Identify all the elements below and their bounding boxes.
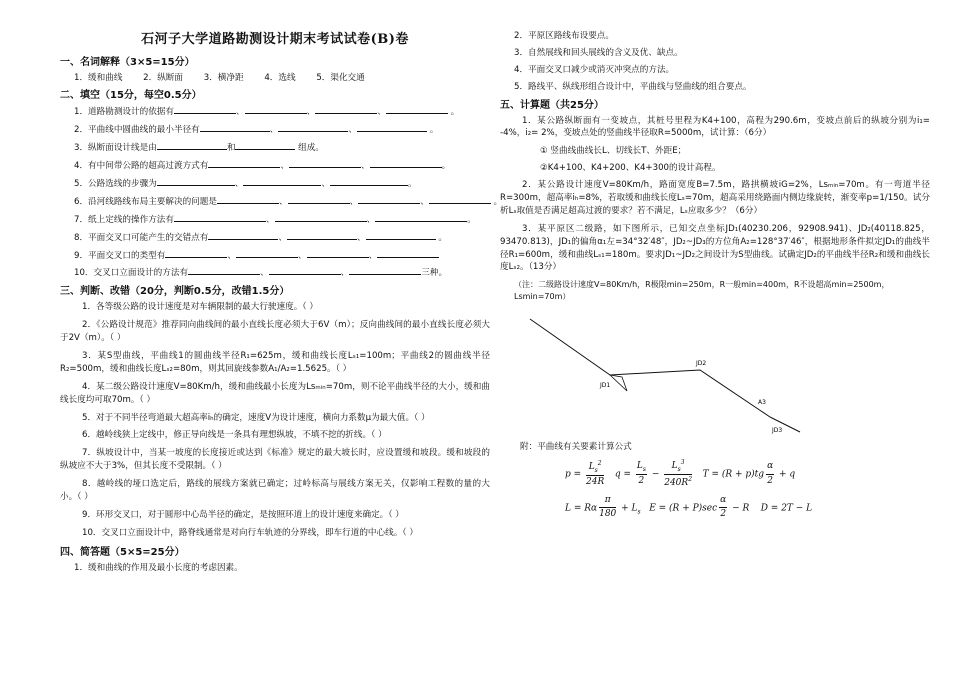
formula-title: 附：平曲线有关要素计算公式 bbox=[520, 442, 632, 453]
fill-item: 10．交叉口立面设计的方法有 、 、 三种。 bbox=[74, 268, 448, 279]
judge-item: 4．某二级公路设计速度V=80Km/h，缓和曲线最小长度为Lsₘᵢₙ=70m，则不论平曲线半径的大小，缓和曲线长度均可取70m。（ ） bbox=[60, 381, 490, 405]
section3-heading: 三、判断、改错（20分，判断0.5分，改错1.5分） bbox=[60, 286, 290, 298]
fill-item: 1．道路勘测设计的依据有 、 、 、 。 bbox=[74, 107, 460, 118]
formula-line-1: p = $\frac{L_s^2}{24R}$ q = $\frac{L_s}{2}$ − $\frac{L_s^3}{240R^2}$ T = (R + p)tg $\frac{\alpha}{2}$ + q bbox=[565, 459, 796, 489]
fill-item: 2．平曲线中圆曲线的最小半径有 、 、 。 bbox=[74, 125, 439, 136]
fill-item: 3．纵断面设计线是由 和 组成。 bbox=[74, 143, 324, 154]
jd1-label: JD1 bbox=[600, 382, 611, 390]
term-list bbox=[60, 72, 490, 85]
term-item: 5．渠化交通 bbox=[316, 72, 365, 83]
fill-item: 8．平面交叉口可能产生的交错点有 、 、 。 bbox=[74, 232, 447, 243]
fill-item: 6．沿河线路线布局主要解决的问题是 、 、 、 。 bbox=[74, 196, 503, 207]
calc-q1-part-b: ②K4+100、K4+200、K4+300的设计高程。 bbox=[540, 163, 721, 174]
calc-q1-part-a: ① 竖曲线曲线长L、切线长T、外距E； bbox=[540, 146, 687, 157]
judge-item: 3．某S型曲线，平曲线1的圆曲线半径R₁=625m，缓和曲线长度Lₛ₁=100m；平曲线2的圆曲线半径R₂=500m，缓和曲线长度Lₛ₂=80m，则其回旋线参数A₁/A₂=1.5625。（ ） bbox=[60, 350, 490, 374]
calc-q2: 2．某公路设计速度V=80Km/h，路面宽度B=7.5m，路拱横坡iG=2%，Lsₘᵢₙ=70m。有一弯道半径R=300m，超高率iₕ=8%，若取缓和曲线长度Lₛ=70m，超高采用绕路面内侧边缘旋转，渐变率p=1/150。试分析Lₛ取值是否满足超高过渡的要求？若不满足，Lₛ应取多少？（6分） bbox=[500, 180, 930, 216]
jd3-label: JD3 bbox=[772, 427, 783, 435]
section4-heading: 四、简答题（5×5=25分） bbox=[60, 546, 185, 558]
judge-item: 10．交叉口立面设计中，路脊线通常是对向行车轨迹的分界线，即车行道的中心线。（ ） bbox=[82, 527, 418, 538]
calc-q3: 3．某平原区二级路，如下图所示，已知交点坐标JD₁(40230.206，92908.941)、JD₂(40118.825，93470.813)，JD₁的偏角α₁左=34°32′48″，JD₂~JD₃的方位角A₂=128°37′46″，根据地形条件拟定JD₁的曲线半径R₁=600m，缓和曲线Lₛ₁=180m。要求JD₁~JD₂之间设计为S型曲线。试确定JD₂的平曲线半径R₂和缓和曲线长度Lₛ₂。（13分） bbox=[500, 223, 930, 273]
exam-title: 石河子大学道路勘测设计期末考试试卷(B)卷 bbox=[141, 32, 409, 47]
fill-item: 9．平面交叉口的类型有 、 、 、 bbox=[74, 249, 490, 263]
judge-item: 1．各等级公路的设计速度是对车辆限制的最大行驶速度。（ ） bbox=[82, 302, 318, 313]
fill-item: 4．有中间带公路的超高过渡方式有 、 、 。 bbox=[74, 161, 451, 172]
route-line bbox=[530, 319, 770, 417]
right-column bbox=[500, 30, 930, 522]
judge-item: 7．纵坡设计中，当某一坡度的长度接近或达到《标准》规定的最大坡长时，应设置缓和坡段。缓和坡段的纵坡应不大于3%，但其长度不受限制。（ ） bbox=[60, 448, 490, 472]
angle-mark bbox=[610, 375, 627, 391]
a3-label: A3 bbox=[758, 399, 766, 407]
left-column bbox=[60, 0, 503, 579]
section5-heading: 五、计算题（共25分） bbox=[500, 99, 604, 111]
term-item: 1．缓和曲线 bbox=[74, 72, 123, 83]
section1-heading: 一、名词解释（3×5=15分） bbox=[60, 56, 195, 68]
short-answer-item: 5．路线平、纵线形组合设计中，平曲线与竖曲线的组合要点。 bbox=[514, 81, 752, 92]
formula-line-2: L = Rα $\frac{\pi}{180}$ + $L_s$ E = (R + P)sec $\frac{\alpha}{2}$ − R D = 2T − L bbox=[565, 494, 813, 520]
short-answer-item: 4．平面交叉口减少或消灭冲突点的方法。 bbox=[514, 64, 675, 75]
judge-item: 5．对于不同半径弯道最大超高率iₕ的确定，速度V为设计速度，横向力系数μ为最大值。（ ） bbox=[82, 412, 430, 423]
section2-heading: 二、填空（15分，每空0.5分） bbox=[60, 90, 202, 102]
judge-item: 9．环形交叉口，对于圆形中心岛半径的确定，是按照环道上的设计速度来确定。（ ） bbox=[82, 509, 404, 520]
judge-item: 8．越岭线的垭口选定后，路线的展线方案就已确定；过岭标高与展线方案无关，仅影响工程数的量的大小。（ ） bbox=[60, 479, 490, 502]
fill-item: 5．公路选线的步骤为 、 、 。 bbox=[74, 178, 417, 189]
short-answer-item: 2．平原区路线布设要点。 bbox=[514, 31, 614, 41]
calc-note: （注：二级路设计速度V=80Km/h，R极限min=250m，R一般min=400m，R不设超高min=2500m，Lsmin=70m） bbox=[514, 280, 890, 302]
short-answer-item: 3．自然展线和回头展线的含义及优、缺点。 bbox=[514, 47, 683, 58]
route-diagram bbox=[500, 307, 920, 447]
judge-item: 2．《公路设计规范》推荐同向曲线间的最小直线长度必须大于6V（m）；反向曲线间的最小直线长度必须大于2V（m）。（ ） bbox=[60, 320, 490, 344]
term-item: 4．选线 bbox=[264, 72, 296, 83]
fill-item: 7．纸上定线的操作方法有 、 、 。 bbox=[74, 214, 476, 225]
calc-q1: 1．某公路纵断面有一变坡点，其桩号里程为K4+100，高程为290.6m，变坡点前后的纵坡分别为i₁= -4%，i₂= 2%，变坡点处的竖曲线半径取R=5000m，试计算：（6分） bbox=[500, 115, 930, 139]
short-answer-item: 1．缓和曲线的作用及最小长度的考虑因素。 bbox=[74, 562, 243, 573]
jd2-label: JD2 bbox=[696, 360, 707, 368]
term-item: 3．横净距 bbox=[203, 72, 244, 83]
judge-item: 6．越岭线狭上定线中，修正导向线是一条具有理想纵坡，不填不挖的折线。（ ） bbox=[82, 430, 387, 441]
term-item: 2．纵断面 bbox=[143, 72, 184, 83]
